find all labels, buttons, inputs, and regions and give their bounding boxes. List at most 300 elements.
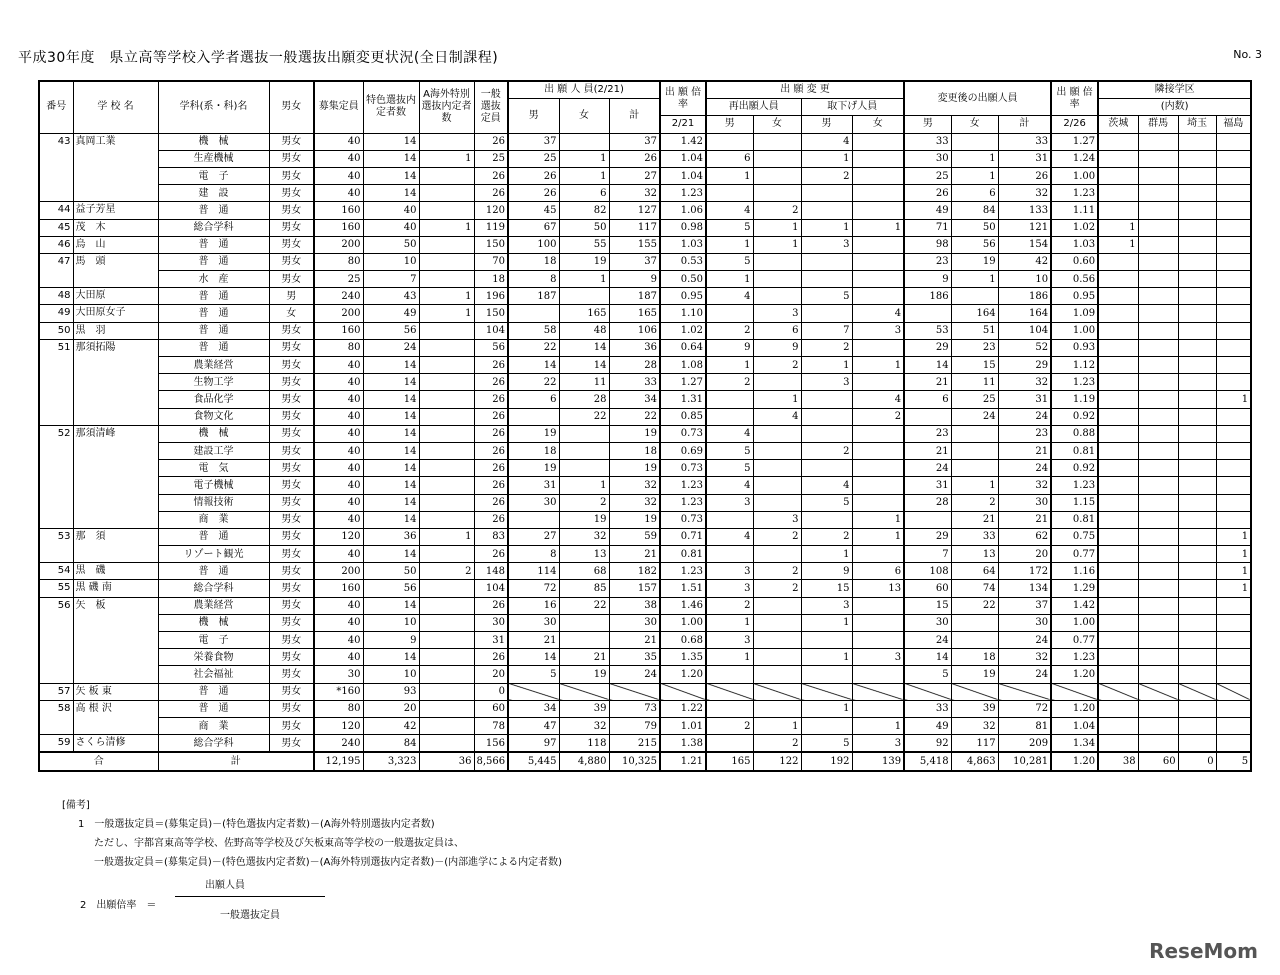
gender-cell: 男女 xyxy=(269,167,314,184)
applicants-female-cell: 22 xyxy=(559,597,609,614)
table-row xyxy=(39,219,1251,236)
dept-name-cell: 普 通 xyxy=(158,236,269,253)
reapply-female-cell: 2 xyxy=(753,580,801,597)
reapply-female-cell: 2 xyxy=(753,735,801,753)
school-name: 那須拓陽 xyxy=(73,339,158,425)
ippan-cell: 104 xyxy=(474,580,508,597)
saitama-cell xyxy=(1178,425,1216,442)
applicants-female-cell xyxy=(559,614,609,631)
kaigai-cell xyxy=(419,185,474,202)
applicants-male-cell: 30 xyxy=(508,614,559,631)
withdraw-female-cell xyxy=(852,442,904,459)
applicants-total-cell: 37 xyxy=(609,253,660,270)
after-male-cell: 60 xyxy=(904,580,951,597)
table-row xyxy=(39,563,1251,580)
table-row xyxy=(39,150,1251,167)
ibaraki-cell xyxy=(1098,322,1138,339)
withdraw-male-cell: 3 xyxy=(801,236,852,253)
ratio-2-26-cell: 1.23 xyxy=(1051,649,1098,666)
after-male-cell: 23 xyxy=(904,253,951,270)
kaigai-cell xyxy=(419,735,474,753)
boshu-cell: 120 xyxy=(314,528,363,545)
applicants-female-cell: 21 xyxy=(559,649,609,666)
withdraw-female-cell: 3 xyxy=(852,649,904,666)
saitama-cell xyxy=(1178,185,1216,202)
ibaraki-cell xyxy=(1098,563,1138,580)
ibaraki-cell xyxy=(1098,374,1138,391)
kaigai-cell xyxy=(419,391,474,408)
table-row xyxy=(39,717,1251,734)
ratio-2-21-cell: 0.71 xyxy=(660,528,706,545)
withdraw-female-cell: 1 xyxy=(852,528,904,545)
table-row xyxy=(39,735,1251,753)
saitama-cell xyxy=(1178,408,1216,425)
kaigai-cell xyxy=(419,700,474,717)
total-cell: 192 xyxy=(801,752,852,770)
ibaraki-cell xyxy=(1098,597,1138,614)
reapply-female-cell: 4 xyxy=(753,408,801,425)
header-dept: 学科(系・科)名 xyxy=(158,81,269,133)
total-cell: 60 xyxy=(1138,752,1178,770)
after-total-cell: 52 xyxy=(998,339,1051,356)
header-withdraw-male: 男 xyxy=(801,116,852,133)
ibaraki-cell xyxy=(1098,391,1138,408)
fukushima-cell xyxy=(1216,700,1251,717)
tokushoku-cell: 93 xyxy=(363,683,419,700)
reapply-male-cell: 2 xyxy=(706,717,753,734)
ibaraki-cell xyxy=(1098,494,1138,511)
ratio-2-21-cell: 0.81 xyxy=(660,546,706,563)
boshu-cell: 160 xyxy=(314,322,363,339)
after-total-cell: 133 xyxy=(998,202,1051,219)
header-after-female: 女 xyxy=(951,116,998,133)
table-row xyxy=(39,357,1251,374)
reapply-male-cell xyxy=(706,735,753,753)
reapply-male-cell xyxy=(706,666,753,683)
total-cell: 4,863 xyxy=(951,752,998,770)
after-total-cell: 154 xyxy=(998,236,1051,253)
after-male-cell: 186 xyxy=(904,288,951,305)
applicants-female-cell: 6 xyxy=(559,185,609,202)
after-total-cell: 32 xyxy=(998,185,1051,202)
fukushima-cell xyxy=(1216,322,1251,339)
ratio-2-21-cell: 1.27 xyxy=(660,374,706,391)
boshu-cell: 40 xyxy=(314,546,363,563)
gender-cell: 男女 xyxy=(269,202,314,219)
table-row xyxy=(39,305,1251,322)
applicants-female-cell: 11 xyxy=(559,374,609,391)
after-male-cell: 7 xyxy=(904,546,951,563)
saitama-cell xyxy=(1178,735,1216,753)
ibaraki-cell xyxy=(1098,408,1138,425)
applicants-total-cell: 32 xyxy=(609,185,660,202)
reapply-male-cell: 4 xyxy=(706,528,753,545)
tokushoku-cell: 24 xyxy=(363,339,419,356)
school-name: 矢 板 xyxy=(73,597,158,683)
total-cell: 8,566 xyxy=(474,752,508,770)
applicants-female-cell: 55 xyxy=(559,236,609,253)
total-cell: 5,418 xyxy=(904,752,951,770)
fukushima-cell xyxy=(1216,288,1251,305)
withdraw-male-cell: 4 xyxy=(801,477,852,494)
fukushima-cell xyxy=(1216,632,1251,649)
total-cell: 3,323 xyxy=(363,752,419,770)
tokushoku-cell: 14 xyxy=(363,460,419,477)
withdraw-female-cell xyxy=(852,460,904,477)
ratio-2-26-cell: 0.75 xyxy=(1051,528,1098,545)
after-total-cell: 30 xyxy=(998,614,1051,631)
fukushima-cell: 1 xyxy=(1216,528,1251,545)
tokushoku-cell: 14 xyxy=(363,150,419,167)
header-gender: 男女 xyxy=(269,81,314,133)
ratio-2-21-cell: 0.98 xyxy=(660,219,706,236)
reapply-male-cell: 1 xyxy=(706,271,753,288)
after-total-cell xyxy=(998,683,1051,700)
dept-name-cell: 電 子 xyxy=(158,632,269,649)
kaigai-cell xyxy=(419,357,474,374)
fukushima-cell xyxy=(1216,408,1251,425)
ratio-2-26-cell: 1.20 xyxy=(1051,666,1098,683)
school-number: 53 xyxy=(39,528,73,562)
dept-name-cell: 商 業 xyxy=(158,511,269,528)
dept-name-cell: 電 気 xyxy=(158,460,269,477)
applicants-female-cell: 50 xyxy=(559,219,609,236)
header-female: 女 xyxy=(559,99,609,133)
reapply-male-cell: 4 xyxy=(706,425,753,442)
kaigai-cell xyxy=(419,374,474,391)
applicants-male-cell: 19 xyxy=(508,425,559,442)
ippan-cell: 156 xyxy=(474,735,508,753)
after-female-cell: 56 xyxy=(951,236,998,253)
page-number: No. 3 xyxy=(1233,48,1262,61)
gunma-cell xyxy=(1138,597,1178,614)
ippan-cell: 70 xyxy=(474,253,508,270)
applicants-female-cell: 2 xyxy=(559,494,609,511)
after-total-cell: 32 xyxy=(998,649,1051,666)
ratio-2-21-cell: 0.73 xyxy=(660,511,706,528)
ibaraki-cell xyxy=(1098,167,1138,184)
saitama-cell xyxy=(1178,357,1216,374)
after-total-cell: 186 xyxy=(998,288,1051,305)
reapply-female-cell xyxy=(753,614,801,631)
ippan-cell: 26 xyxy=(474,374,508,391)
after-total-cell: 30 xyxy=(998,494,1051,511)
withdraw-male-cell xyxy=(801,202,852,219)
ibaraki-cell xyxy=(1098,511,1138,528)
boshu-cell: 40 xyxy=(314,477,363,494)
withdraw-female-cell: 13 xyxy=(852,580,904,597)
resemom-logo: ReseMom xyxy=(1149,939,1258,963)
ratio-2-21-cell: 1.22 xyxy=(660,700,706,717)
after-total-cell: 32 xyxy=(998,477,1051,494)
reapply-male-cell: 6 xyxy=(706,150,753,167)
reapply-female-cell xyxy=(753,167,801,184)
kaigai-cell xyxy=(419,717,474,734)
withdraw-female-cell: 1 xyxy=(852,357,904,374)
ippan-cell: 26 xyxy=(474,408,508,425)
applicants-total-cell: 215 xyxy=(609,735,660,753)
note-1c: 一般選抜定員＝(募集定員)－(特色選抜内定者数)－(A海外特別選抜内定者数)－(内部進学による内定者数) xyxy=(94,857,563,868)
table-row xyxy=(39,408,1251,425)
after-female-cell: 39 xyxy=(951,700,998,717)
gunma-cell xyxy=(1138,391,1178,408)
ibaraki-cell xyxy=(1098,357,1138,374)
gender-cell: 男女 xyxy=(269,477,314,494)
withdraw-female-cell: 1 xyxy=(852,511,904,528)
saitama-cell xyxy=(1178,563,1216,580)
fukushima-cell: 1 xyxy=(1216,546,1251,563)
applicants-total-cell: 19 xyxy=(609,425,660,442)
dept-name-cell: 水 産 xyxy=(158,271,269,288)
fukushima-cell xyxy=(1216,460,1251,477)
kaigai-cell xyxy=(419,236,474,253)
applicants-female-cell xyxy=(559,133,609,150)
ratio-2-26-cell: 1.23 xyxy=(1051,477,1098,494)
kaigai-cell xyxy=(419,442,474,459)
tokushoku-cell: 14 xyxy=(363,357,419,374)
fukushima-cell xyxy=(1216,683,1251,700)
kaigai-cell xyxy=(419,683,474,700)
kaigai-cell xyxy=(419,666,474,683)
tokushoku-cell: 14 xyxy=(363,133,419,150)
ratio-2-26-cell: 0.77 xyxy=(1051,546,1098,563)
dept-name-cell: 農業経営 xyxy=(158,357,269,374)
ibaraki-cell xyxy=(1098,580,1138,597)
after-male-cell: 29 xyxy=(904,528,951,545)
applicants-total-cell: 30 xyxy=(609,614,660,631)
fukushima-cell xyxy=(1216,133,1251,150)
ippan-cell: 25 xyxy=(474,150,508,167)
table-row xyxy=(39,133,1251,150)
gender-cell: 男女 xyxy=(269,357,314,374)
after-male-cell: 31 xyxy=(904,477,951,494)
after-male-cell: 92 xyxy=(904,735,951,753)
ibaraki-cell xyxy=(1098,185,1138,202)
after-female-cell: 18 xyxy=(951,649,998,666)
after-male-cell: 23 xyxy=(904,425,951,442)
reapply-male-cell xyxy=(706,408,753,425)
applicants-male-cell xyxy=(508,511,559,528)
after-male-cell xyxy=(904,683,951,700)
gunma-cell xyxy=(1138,288,1178,305)
boshu-cell: 200 xyxy=(314,236,363,253)
after-female-cell: 74 xyxy=(951,580,998,597)
after-female-cell xyxy=(951,133,998,150)
reapply-female-cell xyxy=(753,253,801,270)
total-cell: 122 xyxy=(753,752,801,770)
tokushoku-cell: 14 xyxy=(363,442,419,459)
header-ibaraki: 茨城 xyxy=(1098,116,1138,133)
after-male-cell: 49 xyxy=(904,202,951,219)
fukushima-cell xyxy=(1216,494,1251,511)
boshu-cell: 40 xyxy=(314,408,363,425)
school-number: 58 xyxy=(39,700,73,734)
header-change: 出 願 変 更 xyxy=(706,81,904,99)
tokushoku-cell: 20 xyxy=(363,700,419,717)
ippan-cell: 26 xyxy=(474,167,508,184)
after-female-cell: 1 xyxy=(951,150,998,167)
ippan-cell: 20 xyxy=(474,666,508,683)
total-cell: 36 xyxy=(419,752,474,770)
fukushima-cell xyxy=(1216,236,1251,253)
reapply-female-cell: 1 xyxy=(753,219,801,236)
header-saitama: 埼玉 xyxy=(1178,116,1216,133)
school-number: 52 xyxy=(39,425,73,528)
after-male-cell: 108 xyxy=(904,563,951,580)
applicants-female-cell: 13 xyxy=(559,546,609,563)
saitama-cell xyxy=(1178,442,1216,459)
after-female-cell xyxy=(951,460,998,477)
after-female-cell: 22 xyxy=(951,597,998,614)
gunma-cell xyxy=(1138,460,1178,477)
header-neighbor-sub: (内数) xyxy=(1098,99,1251,116)
tokushoku-cell: 10 xyxy=(363,253,419,270)
reapply-male-cell: 5 xyxy=(706,219,753,236)
withdraw-male-cell xyxy=(801,305,852,322)
gender-cell: 男女 xyxy=(269,322,314,339)
reapply-male-cell xyxy=(706,305,753,322)
after-male-cell: 9 xyxy=(904,271,951,288)
gender-cell: 男女 xyxy=(269,700,314,717)
applicants-female-cell: 28 xyxy=(559,391,609,408)
after-total-cell: 29 xyxy=(998,357,1051,374)
table-row xyxy=(39,460,1251,477)
boshu-cell: 40 xyxy=(314,614,363,631)
reapply-female-cell xyxy=(753,649,801,666)
applicants-female-cell: 14 xyxy=(559,339,609,356)
gender-cell: 男女 xyxy=(269,494,314,511)
after-total-cell: 31 xyxy=(998,150,1051,167)
withdraw-female-cell: 3 xyxy=(852,735,904,753)
fukushima-cell xyxy=(1216,167,1251,184)
kaigai-cell: 1 xyxy=(419,150,474,167)
ratio-2-21-cell: 0.50 xyxy=(660,271,706,288)
ibaraki-cell xyxy=(1098,202,1138,219)
reapply-male-cell: 2 xyxy=(706,374,753,391)
applicants-female-cell: 85 xyxy=(559,580,609,597)
ippan-cell: 56 xyxy=(474,339,508,356)
applicants-total-cell: 34 xyxy=(609,391,660,408)
reapply-female-cell xyxy=(753,185,801,202)
tokushoku-cell: 40 xyxy=(363,219,419,236)
school-number: 48 xyxy=(39,288,73,305)
ippan-cell: 18 xyxy=(474,271,508,288)
header-total: 計 xyxy=(609,99,660,133)
applicants-total-cell: 9 xyxy=(609,271,660,288)
applicants-total-cell: 157 xyxy=(609,580,660,597)
header-after-total: 計 xyxy=(998,116,1051,133)
applicants-total-cell: 32 xyxy=(609,494,660,511)
gender-cell: 男女 xyxy=(269,460,314,477)
saitama-cell xyxy=(1178,133,1216,150)
ratio-2-21-cell: 0.95 xyxy=(660,288,706,305)
reapply-female-cell: 2 xyxy=(753,528,801,545)
withdraw-male-cell: 3 xyxy=(801,374,852,391)
applicants-female-cell: 1 xyxy=(559,167,609,184)
reapply-female-cell: 1 xyxy=(753,391,801,408)
reapply-male-cell: 3 xyxy=(706,494,753,511)
tokushoku-cell: 14 xyxy=(363,167,419,184)
ratio-2-26-cell: 1.02 xyxy=(1051,219,1098,236)
ratio-2-26-cell: 0.81 xyxy=(1051,442,1098,459)
applicants-female-cell: 1 xyxy=(559,271,609,288)
fukushima-cell xyxy=(1216,425,1251,442)
after-female-cell: 33 xyxy=(951,528,998,545)
tokushoku-cell: 50 xyxy=(363,236,419,253)
applicants-total-cell: 182 xyxy=(609,563,660,580)
after-male-cell: 24 xyxy=(904,460,951,477)
dept-name-cell: 食物文化 xyxy=(158,408,269,425)
applicants-total-cell: 22 xyxy=(609,408,660,425)
school-name: 高 根 沢 xyxy=(73,700,158,734)
ratio-2-21-cell: 0.85 xyxy=(660,408,706,425)
applicants-female-cell: 39 xyxy=(559,700,609,717)
header-after-male: 男 xyxy=(904,116,951,133)
boshu-cell: 80 xyxy=(314,253,363,270)
boshu-cell: 80 xyxy=(314,339,363,356)
gunma-cell xyxy=(1138,511,1178,528)
gunma-cell xyxy=(1138,185,1178,202)
ratio-2-21-cell: 0.68 xyxy=(660,632,706,649)
reapply-male-cell: 2 xyxy=(706,597,753,614)
reapply-female-cell: 3 xyxy=(753,511,801,528)
school-name: 那 須 xyxy=(73,528,158,562)
school-name: 大田原女子 xyxy=(73,305,158,322)
school-number: 51 xyxy=(39,339,73,425)
after-total-cell: 24 xyxy=(998,408,1051,425)
ratio-2-21-cell: 1.23 xyxy=(660,563,706,580)
applicants-female-cell: 1 xyxy=(559,150,609,167)
table-row xyxy=(39,580,1251,597)
ratio-2-26-cell: 1.27 xyxy=(1051,133,1098,150)
dept-name-cell: 機 械 xyxy=(158,425,269,442)
table-row xyxy=(39,614,1251,631)
ippan-cell: 26 xyxy=(474,185,508,202)
dept-name-cell: 普 通 xyxy=(158,305,269,322)
ratio-2-26-cell: 1.11 xyxy=(1051,202,1098,219)
after-total-cell: 24 xyxy=(998,460,1051,477)
tokushoku-cell: 84 xyxy=(363,735,419,753)
reapply-male-cell xyxy=(706,683,753,700)
reapply-male-cell xyxy=(706,546,753,563)
formula-numerator: 出願人員 xyxy=(205,880,245,891)
gunma-cell xyxy=(1138,683,1178,700)
after-total-cell: 62 xyxy=(998,528,1051,545)
ratio-2-21-cell: 1.08 xyxy=(660,357,706,374)
kaigai-cell xyxy=(419,271,474,288)
school-name: 烏 山 xyxy=(73,236,158,253)
after-female-cell: 50 xyxy=(951,219,998,236)
header-reapply-male: 男 xyxy=(706,116,753,133)
header-ratio-date2: 2/26 xyxy=(1051,116,1098,133)
dept-name-cell: 普 通 xyxy=(158,563,269,580)
after-female-cell: 51 xyxy=(951,322,998,339)
saitama-cell xyxy=(1178,305,1216,322)
ratio-2-26-cell: 0.92 xyxy=(1051,460,1098,477)
dept-name-cell: 普 通 xyxy=(158,700,269,717)
reapply-male-cell: 2 xyxy=(706,322,753,339)
header-kaigai: A海外特別選抜内定者数 xyxy=(419,81,474,133)
school-name: 黒 磯 南 xyxy=(73,580,158,597)
gunma-cell xyxy=(1138,357,1178,374)
reapply-male-cell: 5 xyxy=(706,460,753,477)
school-name: 馬 頭 xyxy=(73,253,158,287)
withdraw-female-cell xyxy=(852,494,904,511)
saitama-cell xyxy=(1178,391,1216,408)
withdraw-female-cell xyxy=(852,614,904,631)
ratio-2-21-cell xyxy=(660,683,706,700)
tokushoku-cell: 10 xyxy=(363,614,419,631)
